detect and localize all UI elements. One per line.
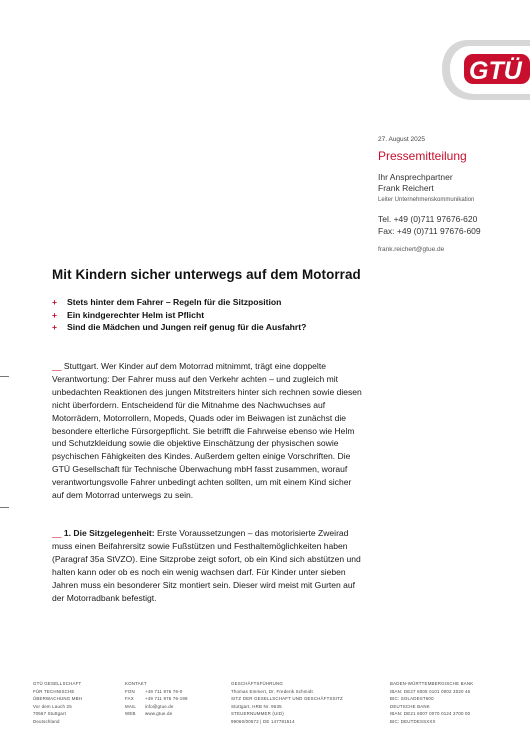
contact-name: Frank Reichert [378, 183, 434, 193]
footer-email-link[interactable]: info@gtue.de [145, 703, 174, 709]
bullet-item: + Ein kindgerechter Helm ist Pflicht [52, 309, 205, 320]
contact-block [378, 136, 528, 253]
contact-role: Leiter Unternehmenskommunikation [378, 197, 475, 203]
plus-icon: + [52, 309, 58, 320]
contact-fax: Fax: +49 (0)711 97676-609 [378, 226, 481, 236]
paragraph-marker: __ [52, 361, 62, 371]
bullet-item: + Stets hinter dem Fahrer – Regeln für die Sitzposition [52, 297, 282, 307]
paragraph-marker: __ [52, 528, 62, 538]
footer-phone: +49 711 976 76-0 [145, 688, 183, 694]
punch-mark [0, 507, 9, 508]
headline: Mit Kindern sicher unterwegs auf dem Motorrad [52, 267, 361, 282]
plus-icon: + [52, 297, 58, 307]
plus-icon: + [52, 322, 58, 333]
bullet-item: + Sind die Mädchen und Jungen reif genug für die Ausfahrt? [52, 322, 307, 333]
contact-phone: Tel. +49 (0)711 97676-620 [378, 214, 478, 224]
summary-bullets [52, 296, 306, 334]
contact-email[interactable]: frank.reichert@gtue.de [378, 246, 445, 253]
document-kind: Pressemitteilung [378, 149, 467, 163]
gtue-logo [438, 36, 530, 104]
paragraph-lead: 1. Die Sitzgelegenheit: [61, 528, 155, 538]
footer-management: GESCHÄFTSFÜHRUNG Thomas Emmert, Dr. Frederik Schmidt SITZ DER GESELLSCHAFT UND GESCHÄFTSSITZ Stuttgart, HRB Nr. 9635 STEUERNUMMER (UID) 99060/00572 | DE 147781514 [231, 681, 343, 724]
intro-paragraph: __ Stuttgart. Wer Kinder auf dem Motorrad mitnimmt, trägt eine doppelte Verantwortung: Der Fahrer muss auf den Verkehr achten – und zugleich mit unbedachten Reaktionen des jungen Mitstreiters hinter sich rechnen sowie diesen nicht überfordern. Entscheidend für die Mitnahme des Nachwuchses auf Motorrädern, Motorrollern, Mopeds, Quads oder im Beiwagen ist zunächst die besondere elterliche Fürsorgepflicht. Sie betrifft die Fahrweise ebenso wie Helm und Schutzkleidung sowie die objektive Einschätzung der physischen sowie psychischen Fähigkeiten des Kindes. Außerdem gelten einige Vorschriften. Die GTÜ Gesellschaft für Technische Überwachung mbH fasst zusammen, worauf verantwortungsvolle Fahrer unbedingt achten sollten, um mit einem Kind sicher auf dem Motorrad unterwegs zu sein. [52, 361, 362, 501]
fold-mark [0, 376, 9, 377]
contact-partner-label: Ihr Ansprechpartner [378, 172, 453, 182]
footer-bank: BADEN-WÜRTTEMBERGISCHE BANK IBAN: DE27 6005 0101 0002 3020 46 BIC: SOLADEST600 DEUTSCHE BANK IBAN: DE21 6007 0070 0124 3700 00 BIC: DEUTDESSXXX [390, 681, 474, 724]
release-date: 27. August 2025 [378, 136, 425, 143]
footer-web-link[interactable]: www.gtue.de [145, 711, 173, 717]
footer-contact: KONTAKT FON +49 711 976 76-0 FAX +49 711 976 76-199 MAIL info@gtue.de WEB www.gtue.de [125, 681, 188, 717]
seating-paragraph: __ 1. Die Sitzgelegenheit: Erste Voraussetzungen – das motorisierte Zweirad muss einen Beifahrersitz sowie Fußstützen und Festhaltemöglichkeiten haben (Paragraf 35a StVZO). Eine Sitzprobe zeigt sofort, ob ein Kind sich abstützen und halten kann oder ob es noch ein wenig wachsen darf. Für Kinder unter sieben Jahren muss ein besonderer Sitz montiert sein. Dieser wird meist mit Gurten auf der Motorradbank befestigt. [52, 528, 361, 603]
footer-fax: +49 711 976 76-199 [145, 696, 188, 702]
footer-company: GTÜ GESELLSCHAFT FÜR TECHNISCHE ÜBERWACHUNG MBH Vor dem Lauch 25 70567 Stuttgart Deutschland [33, 681, 83, 724]
logo-text: GTÜ [469, 57, 522, 85]
